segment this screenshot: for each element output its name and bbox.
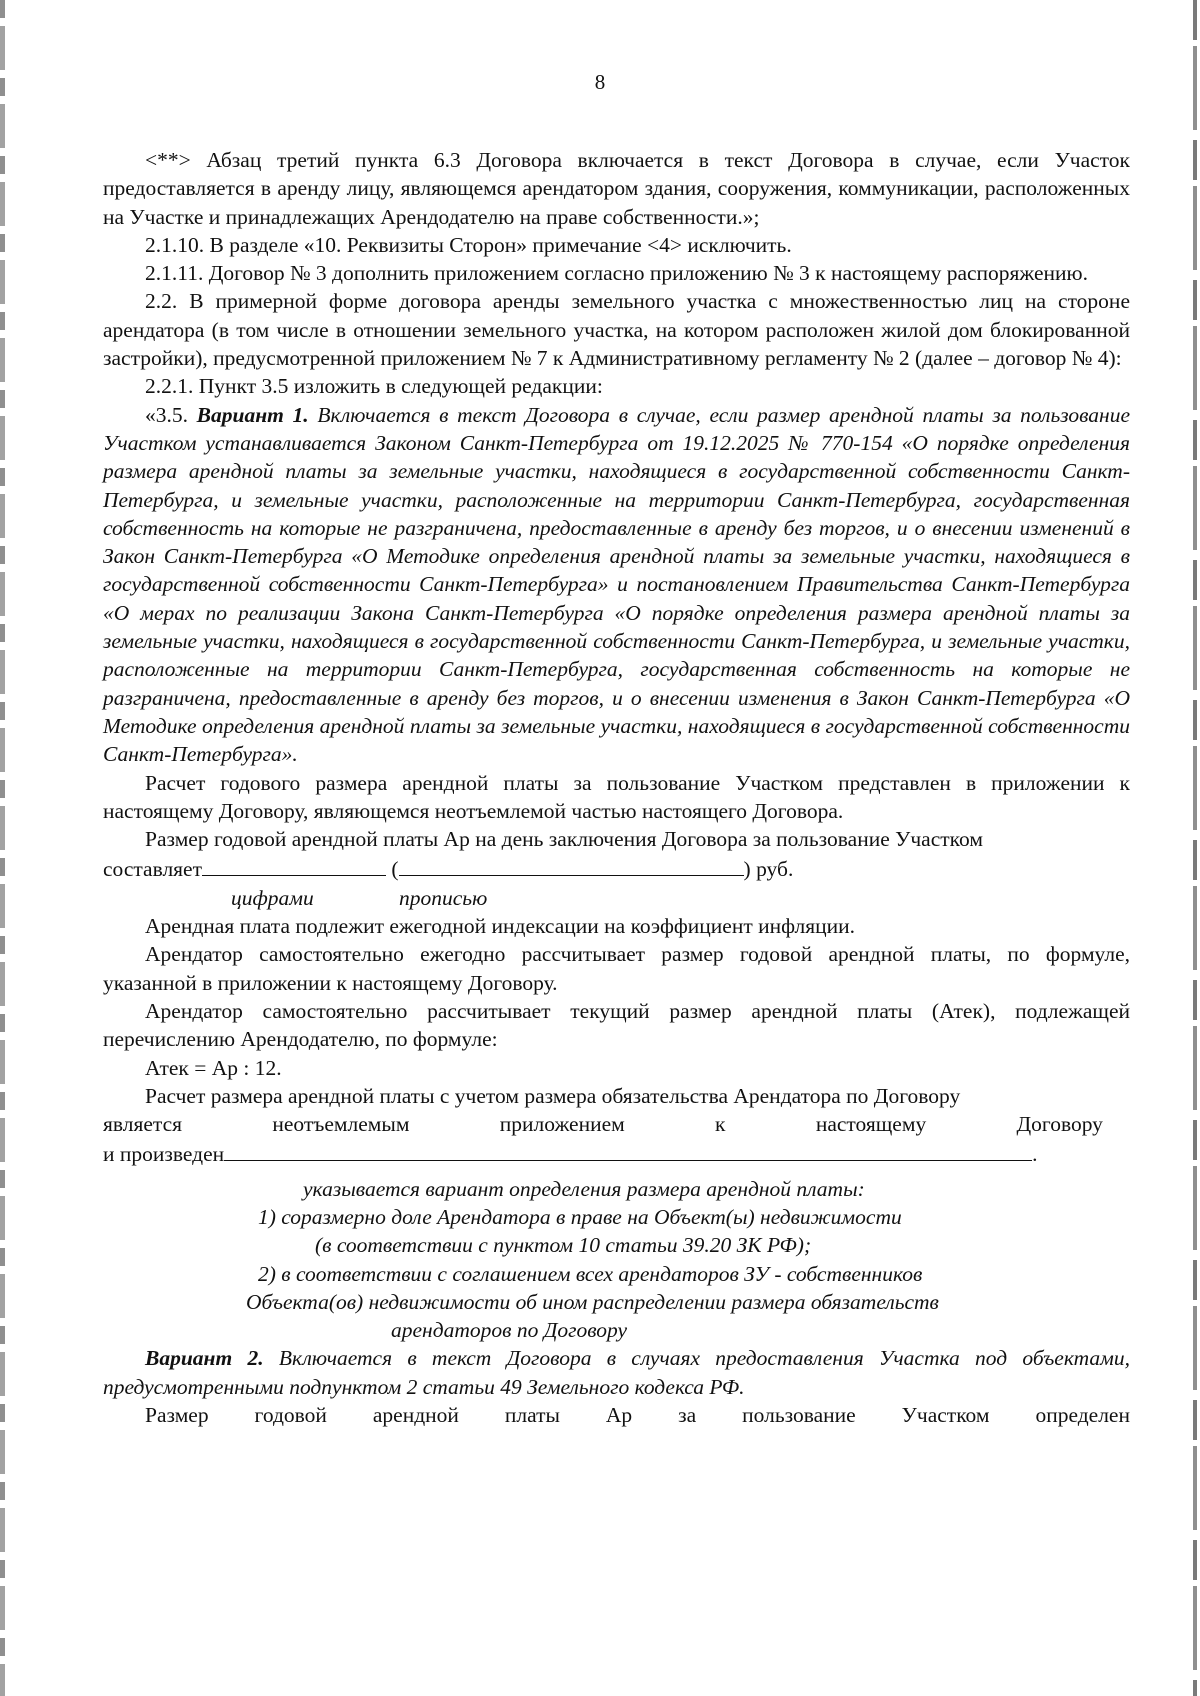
obligation-start: и произведен [103,1142,225,1167]
hint-line: Объекта(ов) недвижимости об ином распределении размера обязательств [246,1289,939,1314]
variant-1-text: Включается в текст Договора в случае, если размер арендной платы за пользование Участком устанавливается Законом Санкт-Петербурга от 19.12.2025 № 770-154 «О порядке определения размера арендной платы за земельные участки, находящиеся в государственной собственности Санкт-Петербурга, и земельные участки, расположенные на территории Санкт-Петербурга, государственная собственность на которые не разграничена, предоставленные в аренду без торгов, и о внесении изменений в Закон Санкт-Петербурга «О Методике определения арендной платы за земельные участки, находящиеся в государственной собственности Санкт-Петербурга» и постановлением Правительства Санкт-Петербурга «О мерах по реализации Закона Санкт-Петербурга «О порядке определения размера арендной платы за земельные участки, находящиеся в государственной собственности Санкт-Петербурга, и земельные участки, расположенные на территории Санкт-Петербурга, государственная собственность на которые не разграничена, предоставленные в аренду без торгов, и о внесении изменения в Закон Санкт-Петербурга «О Методике определения арендной платы за земельные участки, находящиеся в государственной собственности Санкт-Петербурга». [103,402,1130,767]
variant-2-paragraph [103,1344,1130,1401]
last-word: определен [1035,1403,1130,1428]
obligation-word: Договору [1016,1112,1103,1137]
last-word: арендной [372,1403,459,1428]
obligation-word: настоящему [815,1112,927,1137]
last-word: Размер [145,1403,209,1428]
caption-digits: цифрами [231,885,314,910]
formula-line: Атек = Ар : 12. [145,1055,282,1080]
last-word: платы [504,1403,560,1428]
document-body [103,146,1130,1429]
last-word: пользование [742,1403,856,1428]
last-word: годовой [254,1403,327,1428]
last-spread-line [103,1401,1130,1429]
paragraph-2-1-10: 2.1.10. В разделе «10. Реквизиты Сторон» примечание <4> исключить. [145,232,792,257]
rent-paren-open: ( [391,857,399,882]
last-word: за [678,1403,697,1428]
last-word: Участком [901,1403,990,1428]
obligation-spread-line [103,1110,1103,1138]
obligation-fill-line [103,1138,1103,1168]
hint-line: 1) соразмерно доле Арендатора в праве на Объект(ы) недвижимости [258,1204,902,1229]
rent-digits-blank[interactable] [202,853,386,876]
obligation-word: приложением [499,1112,625,1137]
hint-line: арендаторов по Договору [391,1318,628,1343]
hint-block [103,1169,1130,1345]
rent-amount-label: составляет [103,857,202,882]
paragraph-indexation: Арендная плата подлежит ежегодной индексации на коэффициент инфляции. [145,914,856,939]
scan-edge-left [0,0,5,1696]
scan-edge-right [1193,0,1197,1696]
paragraph-2-2: 2.2. В примерной форме договора аренды земельного участка с множественностью лиц на стороне арендатора (в том числе в отношении земельного участка, на котором расположен жилой дом блокированной застройки), предусмотренной приложением № 7 к Административному регламенту № 2 (далее – договор № 4): [103,289,1130,371]
obligation-end: . [1032,1142,1038,1167]
obligation-blank[interactable] [224,1138,1032,1161]
obligation-word: является [103,1112,183,1137]
hint-line: (в соответствии с пунктом 10 статьи 39.20 ЗК РФ); [315,1233,812,1258]
page-number: 8 [594,70,606,94]
rent-amount-line [103,853,1130,883]
paragraph-obligation: Расчет размера арендной платы с учетом размера обязательства Арендатора по Договору [145,1083,961,1108]
variant-2-label: Вариант 2. [145,1346,264,1371]
obligation-word: к [715,1112,726,1137]
variant-1-label: Вариант 1. [196,402,309,427]
rent-words-blank[interactable] [399,853,744,876]
paragraph-calc-annex: Расчет годового размера арендной платы за пользование Участком представлен в приложении к настоящему Договору, являющемся неотъемлемой частью настоящего Договора. [103,770,1130,823]
rent-currency: ) руб. [743,857,794,882]
obligation-word: неотъемлемым [272,1112,410,1137]
variant-2-text: Включается в текст Договора в случаях предоставления Участка под объектами, предусмотренными подпунктом 2 статьи 49 Земельного кодекса РФ. [103,1346,1130,1399]
paragraph-2-2-1: 2.2.1. Пункт 3.5 изложить в следующей редакции: [145,374,603,399]
rent-captions [103,884,1130,912]
paragraph-self-calc: Арендатор самостоятельно ежегодно рассчитывает размер годовой арендной платы, по формуле, указанной в приложении к настоящему Договору. [103,942,1130,995]
paragraph-2-1-11: 2.1.11. Договор № 3 дополнить приложением согласно приложению № 3 к настоящему распоряжению. [145,261,1088,286]
paragraph-footnote: <**> Абзац третий пункта 6.3 Договора включается в текст Договора в случае, если Участок предоставляется в аренду лицу, являющемся арендатором здания, сооружения, коммуникации, расположенных на Участке и принадлежащих Арендодателю на праве собственности.»; [103,148,1130,229]
hint-line: 2) в соответствии с соглашением всех арендаторов ЗУ - собственников [258,1261,923,1286]
hint-line: указывается вариант определения размера арендной платы: [303,1176,865,1201]
variant-1-prefix: «3.5. [145,402,188,427]
last-word: Ар [605,1403,633,1428]
paragraph-annual-rent: Размер годовой арендной платы Ар на день заключения Договора за пользование Участком [145,827,983,852]
obligation-block [103,1082,1103,1169]
variant-1-paragraph [103,401,1130,769]
paragraph-current-rent: Арендатор самостоятельно рассчитывает текущий размер арендной платы (Атек), подлежащей перечислению Арендодателю, по формуле: [103,998,1130,1052]
caption-words: прописью [399,885,488,910]
